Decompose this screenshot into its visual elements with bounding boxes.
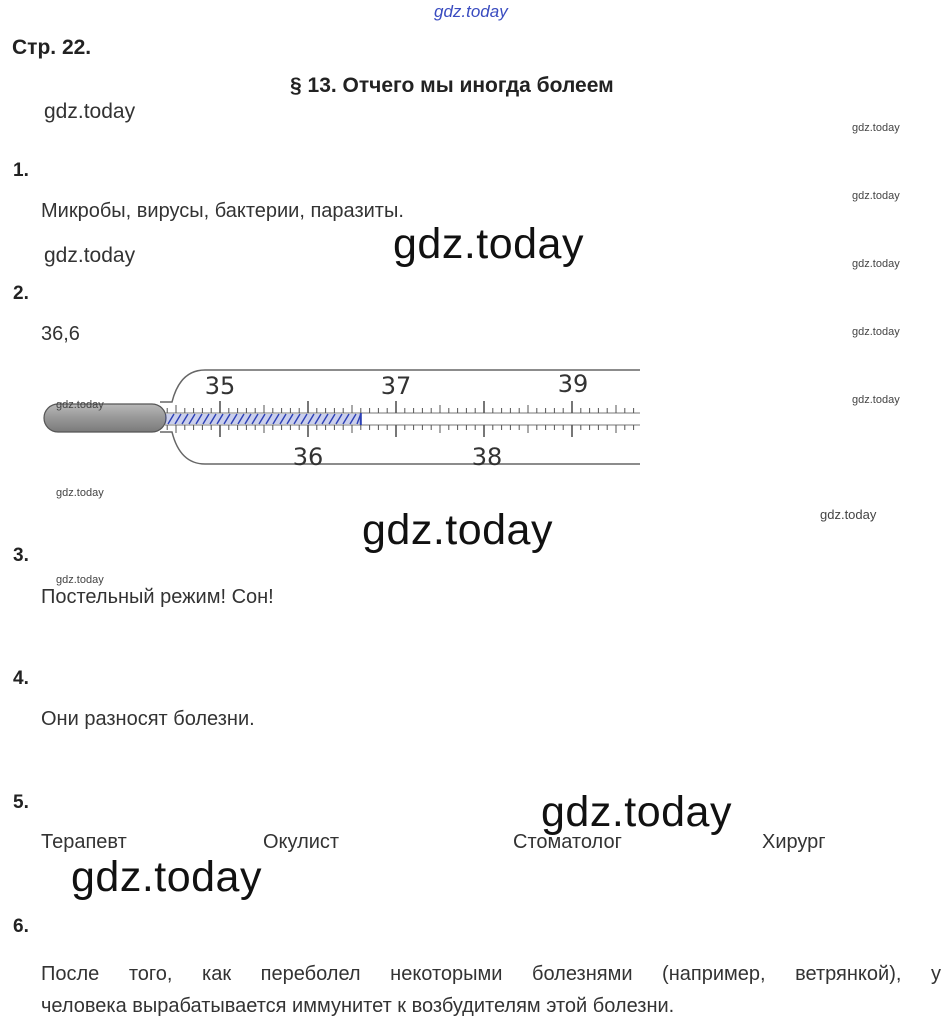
scale-label-37: 37 [380,372,412,400]
paragraph-line: После того, как переболел некоторыми болезнями (например, ветрянкой), у [41,963,941,985]
watermark: gdz.today [852,394,900,406]
task-number: 3. [13,545,29,566]
doctor-surgeon: Хирург [762,831,826,853]
scale-label-38: 38 [471,443,503,471]
watermark: gdz.today [56,487,104,499]
doctor-therapist: Терапевт [41,831,127,853]
watermark: gdz.today [852,190,900,202]
section-title: § 13. Отчего мы иногда болеем [290,74,614,97]
task-number: 5. [13,792,29,813]
paragraph-line: человека вырабатывается иммунитет к возбудителям этой болезни. [41,995,675,1017]
watermark: gdz.today [393,220,584,268]
task-answer-paragraph [41,955,941,993]
task-number: 2. [13,283,29,304]
watermark: gdz.today [852,258,900,270]
page-reference: Стр. 22. [12,36,92,59]
watermark: gdz.today [56,574,104,586]
scale-label-36: 36 [292,443,324,471]
watermark: gdz.today [362,506,553,554]
doctor-ophthalmologist: Окулист [263,831,340,853]
watermark: gdz.today [71,853,262,901]
watermark: gdz.today [541,788,732,836]
thermometer-illustration [40,362,645,474]
watermark: gdz.today [56,399,104,411]
task-number: 4. [13,668,29,689]
scale-label-35: 35 [204,372,236,400]
watermark-top: gdz.today [434,2,508,21]
watermark: gdz.today [852,326,900,338]
watermark: gdz.today [852,122,900,134]
watermark: gdz.today [44,244,136,267]
task-answer: Постельный режим! Сон! [41,586,274,608]
watermark: gdz.today [820,507,877,522]
task-number: 1. [13,160,29,181]
scale-label-39: 39 [557,370,589,398]
doctor-dentist: Стоматолог [513,831,622,853]
watermark: gdz.today [44,100,136,123]
task-answer: Они разносят болезни. [41,708,255,730]
task-number: 6. [13,916,29,937]
task-answer: 36,6 [41,323,80,345]
task-answer: Микробы, вирусы, бактерии, паразиты. [41,200,404,222]
